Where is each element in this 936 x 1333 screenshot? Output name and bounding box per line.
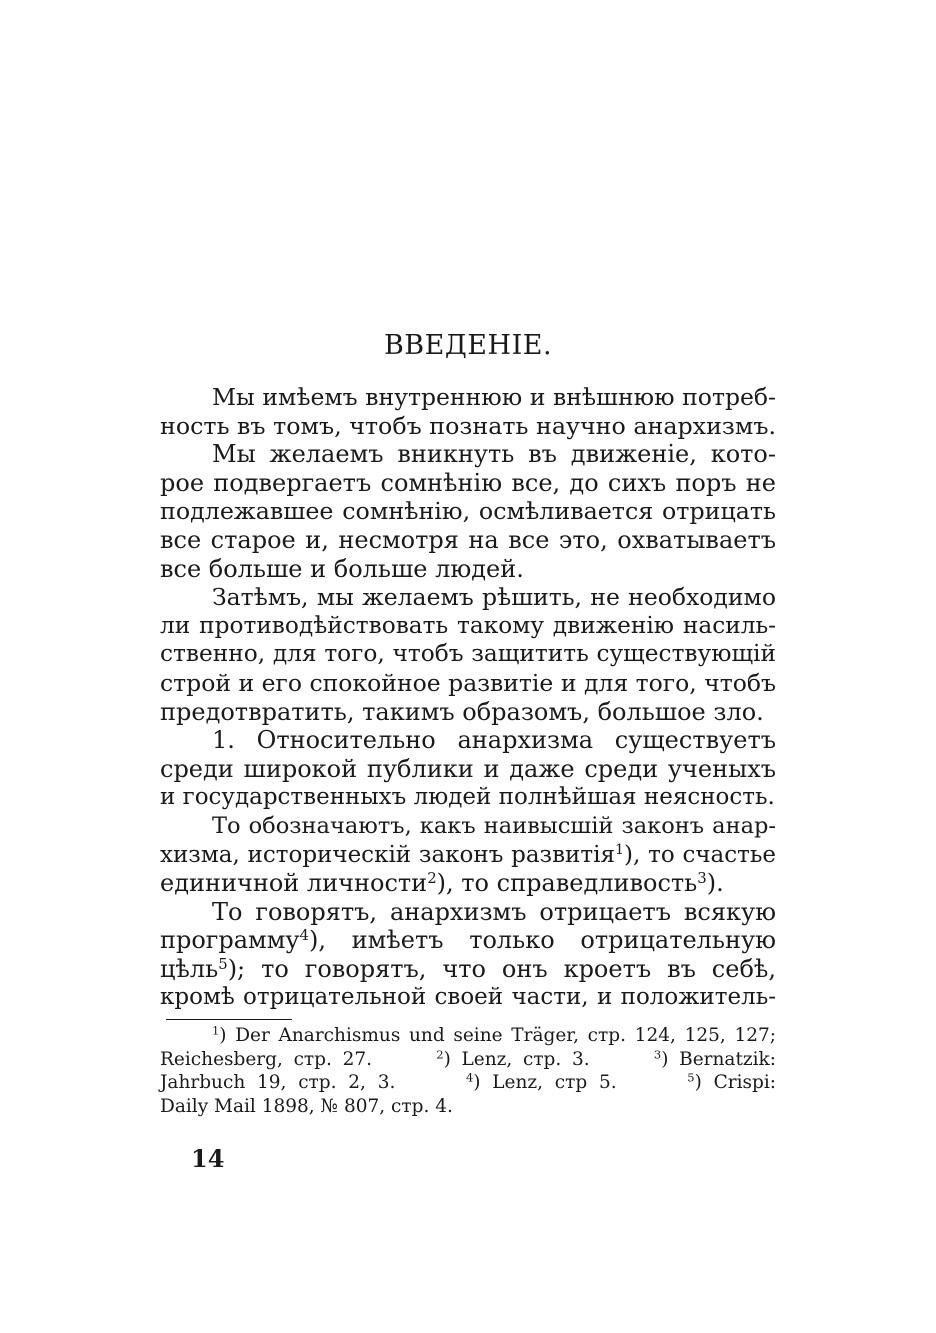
page-number: 14 <box>191 1144 225 1173</box>
text-line: рое подвергаетъ сомнѣнію все, до сихъ поръ не <box>160 468 776 497</box>
line-segment: хизма, историческій законъ развитія <box>160 841 615 868</box>
footnote-text: Reichesberg, стр. 27. <box>160 1048 373 1070</box>
line-segment: ), имѣетъ только отрицательную <box>308 926 776 955</box>
footnote-ref: 2 <box>427 868 437 887</box>
line-segment: цѣль <box>160 954 219 983</box>
footnote-mark: 3 <box>653 1047 662 1062</box>
line-segment: программу <box>160 926 300 955</box>
footnote-ref: 3 <box>697 868 707 887</box>
text-line: все больше и больше людей. <box>160 554 524 583</box>
footnote-mark: 4 <box>465 1070 474 1085</box>
body-text <box>160 383 776 1012</box>
footnote-line <box>160 1024 776 1048</box>
footnote-text: ) Lenz, стр. 3. <box>443 1048 590 1070</box>
text-line <box>160 955 776 984</box>
footnote-mark: 5 <box>687 1070 695 1085</box>
text-line: То обозначаютъ, какъ наивысшій законъ анар- <box>212 812 776 839</box>
footnote-text: Daily Mail 1898, № 807, стр. 4. <box>160 1095 453 1117</box>
line-segment: ); то говорятъ, что онъ кроетъ въ себѣ, <box>227 954 776 983</box>
line-segment: ), то счастье <box>624 841 776 868</box>
text-line: То говорятъ, анархизмъ отрицаетъ всякую <box>212 897 776 926</box>
text-line: 1. Относительно анархизма существуетъ <box>212 726 776 755</box>
text-line: подлежавшее сомнѣнію, осмѣливается отрицать <box>160 497 776 526</box>
footnote-ref: 1 <box>614 841 625 858</box>
text-line: ли противодѣйствовать такому движенію насиль- <box>160 611 776 639</box>
text-line: Затѣмъ, мы желаемъ рѣшить, не необходимо <box>212 583 776 612</box>
footnote-line <box>160 1071 776 1095</box>
footnote-ref: 4 <box>299 926 309 945</box>
text-line: кромѣ отрицательной своей части, и положитель- <box>160 984 776 1011</box>
text-line <box>160 841 776 870</box>
text-line: Мы имѣемъ внутреннюю и внѣшнюю потреб- <box>212 383 776 411</box>
line-segment: ). <box>706 869 724 898</box>
text-line: предотвратить, такимъ образомъ, большое зло. <box>160 697 764 726</box>
footnote-ref: 5 <box>218 954 228 973</box>
footnote-text: ) Bernatzik: <box>661 1048 776 1070</box>
footnote-line <box>160 1095 776 1119</box>
text-line: строй и его спокойное развитіе и для того, чтобъ <box>160 668 776 697</box>
footnote-text: ) Der Anarchismus und seine Träger, стр. 124, 125, 127; <box>219 1025 776 1046</box>
footnote-divider <box>166 1019 292 1020</box>
footnotes <box>160 1024 776 1118</box>
footnote-text: ) Crispi: <box>694 1072 776 1093</box>
text-line: все старое и, несмотря на все это, охватываетъ <box>160 525 776 554</box>
text-line: среди широкой публики и даже среди ученыхъ <box>160 754 776 783</box>
text-line: Мы желаемъ вникнуть въ движеніе, кото- <box>212 440 776 469</box>
text-line: ность въ томъ, чтобъ познать научно анархизмъ. <box>160 411 776 440</box>
footnote-mark: 2 <box>436 1047 444 1062</box>
text-line <box>160 869 776 898</box>
footnote-line <box>160 1048 776 1072</box>
footnote-text: Jahrbuch 19, стр. 2, 3. <box>160 1072 396 1093</box>
line-segment: единичной личности <box>160 869 428 898</box>
chapter-heading: ВВЕДЕНІЕ. <box>383 330 553 361</box>
text-line: и государственныхъ людей полнѣйшая неясность. <box>160 784 775 811</box>
line-segment: ), то справедливость <box>436 869 698 898</box>
text-line <box>160 926 776 955</box>
footnote-mark: 1 <box>212 1023 220 1038</box>
text-line: ственно, для того, чтобъ защитить существующій <box>160 640 776 668</box>
footnote-text: ) Lenz, стр 5. <box>473 1072 617 1093</box>
